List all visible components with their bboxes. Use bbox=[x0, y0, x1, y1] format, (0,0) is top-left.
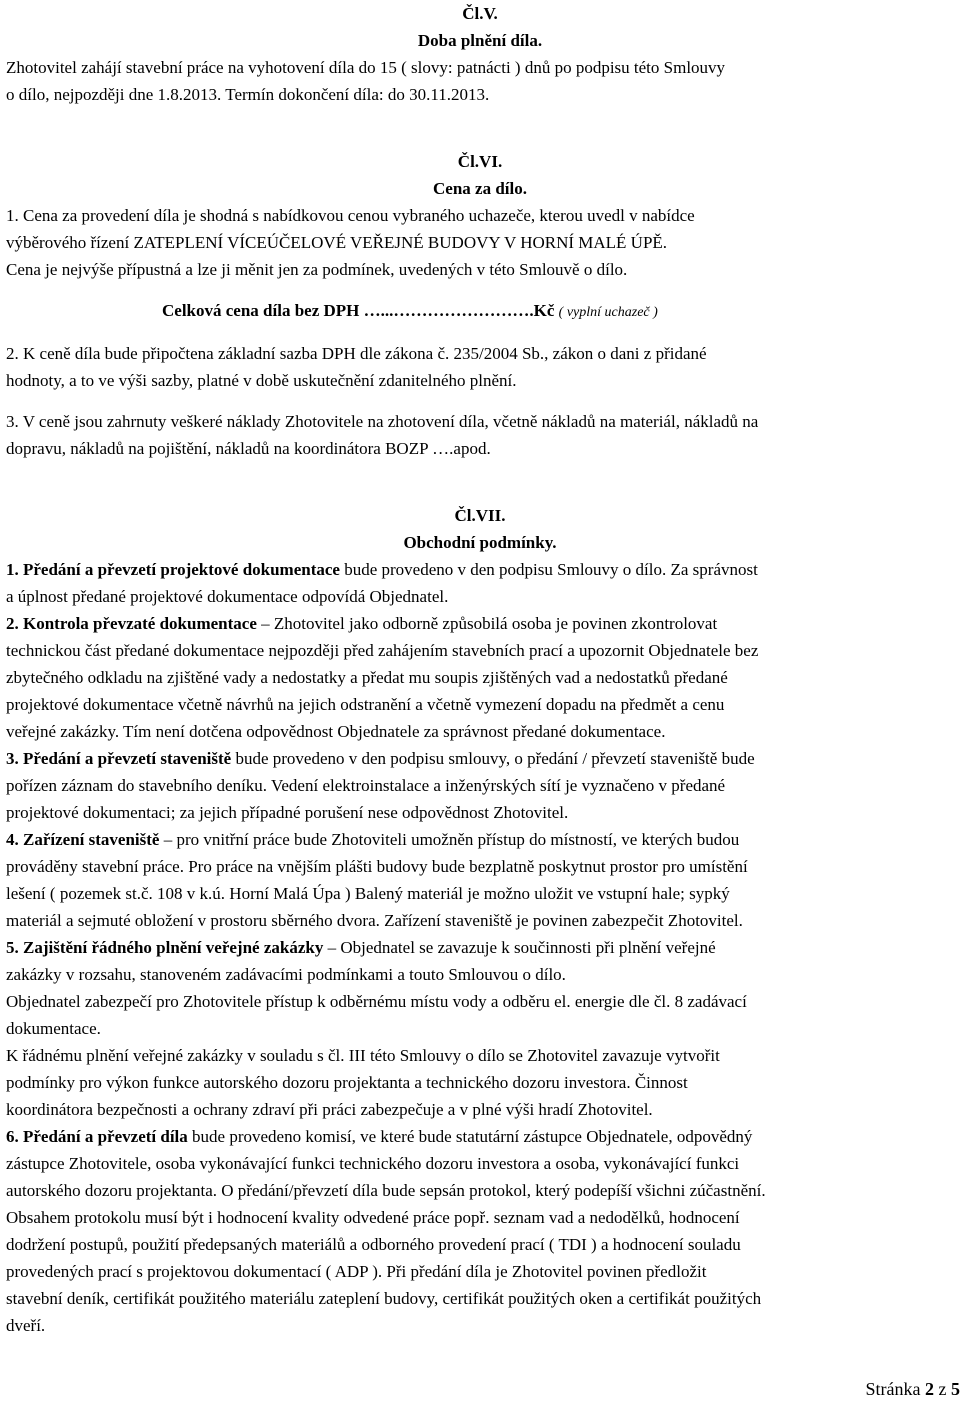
item-text: – Zhotovitel jako odborně způsobilá osoba je povinen zkontrolovat bbox=[256, 614, 718, 633]
article-6-p3-line: 3. V ceně jsou zahrnuty veškeré náklady Zhotovitele na zhotovení díla, včetně nákladů na materiál, nákladů na bbox=[6, 412, 759, 431]
spacer bbox=[6, 108, 954, 148]
article-7-item-line: prováděny stavební práce. Pro práce na vnějším plášti budovy bude bezplatně poskytnut prostor pro umístění bbox=[6, 857, 748, 876]
article-7-item-line: projektové dokumentaci; za jejich případné porušení nese odpovědnost Zhotovitel. bbox=[6, 803, 569, 822]
article-5-line: o dílo, nejpozději dne 1.8.2013. Termín dokončení díla: do 30.11.2013. bbox=[6, 85, 490, 104]
article-7-item-line: veřejné zakázky. Tím není dotčena odpovědnost Objednatele za správnost předané dokumentace. bbox=[6, 722, 666, 741]
article-7-item-line: koordinátora bezpečnosti a ochrany zdraví při práci zabezpečuje a v plné výši hradí Zhotovitel. bbox=[6, 1100, 653, 1119]
article-5-heading: Čl.V. bbox=[462, 4, 498, 23]
footer-total: 5 bbox=[951, 1379, 960, 1399]
article-7-title: Obchodní podmínky. bbox=[403, 533, 557, 552]
page-number-footer bbox=[866, 1376, 960, 1403]
article-7-item-line: zakázky v rozsahu, stanoveném zadávacími podmínkami a touto Smlouvou o dílo. bbox=[6, 965, 566, 984]
article-5-title: Doba plnění díla. bbox=[417, 31, 543, 50]
article-7-item-line: podmínky pro výkon funkce autorského dozoru projektanta a technického dozoru investora. Činnost bbox=[6, 1073, 688, 1092]
article-7-item-line: pořízen záznam do stavebního deníku. Vedení elektroinstalace a inženýrských sítí je vyznačeno v předané bbox=[6, 776, 726, 795]
article-7-item-1 bbox=[6, 556, 954, 583]
article-6-p3-line: dopravu, nákladů na pojištění, nákladů na koordinátora BOZP ….apod. bbox=[6, 439, 491, 458]
article-7-item-line: dokumentace. bbox=[6, 1019, 101, 1038]
article-7-item-line: provedených prací s projektovou dokumentací ( ADP ). Při předání díla je Zhotovitel povinen předložit bbox=[6, 1262, 707, 1281]
article-7-item-line: dveří. bbox=[6, 1316, 46, 1335]
article-7-item-line: materiál a sejmuté obložení v prostoru sběrného dvora. Zařízení staveniště je povinen zabezpečit Zhotovitel. bbox=[6, 911, 743, 930]
article-6-title: Cena za dílo. bbox=[433, 179, 527, 198]
footer-of: z bbox=[938, 1379, 947, 1399]
spacer bbox=[6, 283, 954, 297]
article-7-item-line: Obsahem protokolu musí být i hodnocení kvality odvedené práce popř. seznam vad a nedodělků, hodnocení bbox=[6, 1208, 740, 1227]
article-7-item-3 bbox=[6, 745, 954, 772]
spacer bbox=[6, 394, 954, 408]
article-7-item-line: technickou část předané dokumentace nejpozději před zahájením stavebních prací a upozornit Objednatele bez bbox=[6, 641, 759, 660]
article-7-item-line: autorského dozoru projektanta. O předání/převzetí díla bude sepsán protokol, který podepíší všichni zúčastnění. bbox=[6, 1181, 766, 1200]
item-text: – pro vnitřní práce bude Zhotoviteli umožněn přístup do místností, ve kterých budou bbox=[159, 830, 740, 849]
item-lead: 6. Předání a převzetí díla bbox=[6, 1127, 188, 1146]
item-text: bude provedeno v den podpisu smlouvy, o předání / převzetí staveniště bude bbox=[231, 749, 755, 768]
item-text: bude provedeno komisí, ve které bude statutární zástupce Objednatele, odpovědný bbox=[187, 1127, 753, 1146]
spacer bbox=[6, 462, 954, 502]
article-5-line: Zhotovitel zahájí stavební práce na vyhotovení díla do 15 ( slovy: patnácti ) dnů po podpisu této Smlouvy bbox=[6, 58, 726, 77]
item-lead: 4. Zařízení staveniště bbox=[6, 830, 160, 849]
article-7-item-2 bbox=[6, 610, 954, 637]
article-7-heading: Čl.VII. bbox=[454, 506, 506, 525]
footer-page: 2 bbox=[925, 1379, 934, 1399]
article-7-item-line: a úplnost předané projektové dokumentace odpovídá Objednatel. bbox=[6, 587, 449, 606]
article-7-item-line: stavební deník, certifikát použitého materiálu zateplení budovy, certifikát použitých oken a certifikát použitých bbox=[6, 1289, 762, 1308]
item-text: bude provedeno v den podpisu Smlouvy o dílo. Za správnost bbox=[339, 560, 758, 579]
total-price-label: Celková cena díla bez DPH …...…………………….Kč bbox=[162, 301, 555, 320]
article-7-item-4 bbox=[6, 826, 954, 853]
article-6-heading: Čl.VI. bbox=[457, 152, 503, 171]
item-lead: 3. Předání a převzetí staveniště bbox=[6, 749, 232, 768]
article-7-item-line: Objednatel zabezpečí pro Zhotovitele přístup k odběrnému místu vody a odběru el. energie dle čl. 8 zadávací bbox=[6, 992, 747, 1011]
article-7-item-line: zbytečného odkladu na zjištěné vady a nedostatky a předat mu soupis zjištěných vad a nedostatků předané bbox=[6, 668, 728, 687]
item-text: – Objednatel se zavazuje k součinnosti při plnění veřejné bbox=[323, 938, 716, 957]
article-6-p2-line: 2. K ceně díla bude připočtena základní sazba DPH dle zákona č. 235/2004 Sb., zákon o dani z přidané bbox=[6, 344, 707, 363]
article-7-item-5 bbox=[6, 934, 954, 961]
footer-label: Stránka bbox=[865, 1379, 921, 1399]
spacer bbox=[6, 326, 954, 340]
article-7-item-line: dodržení postupů, použití předepsaných materiálů a odborného provedení prací ( TDI ) a hodnocení souladu bbox=[6, 1235, 741, 1254]
item-lead: 1. Předání a převzetí projektové dokumentace bbox=[6, 560, 340, 579]
total-price-row bbox=[6, 297, 954, 326]
article-7-item-line: zástupce Zhotovitele, osoba vykonávající funkci technického dozoru investora a osoba, vykonávající funkci bbox=[6, 1154, 740, 1173]
total-price-note: ( vyplní uchazeč ) bbox=[558, 305, 658, 320]
article-6-p1-line: Cena je nejvýše přípustná a lze ji měnit jen za podmínek, uvedených v této Smlouvě o dílo. bbox=[6, 260, 628, 279]
article-6-p1-line: výběrového řízení ZATEPLENÍ VÍCEÚČELOVÉ VEŘEJNÉ BUDOVY V HORNÍ MALÉ ÚPĚ. bbox=[6, 233, 668, 252]
article-7-item-line: projektové dokumentace včetně návrhů na jejich odstranění a včetně vymezení dopadu na předmět a cenu bbox=[6, 695, 725, 714]
item-lead: 2. Kontrola převzaté dokumentace bbox=[6, 614, 257, 633]
item-lead: 5. Zajištění řádného plnění veřejné zakázky bbox=[6, 938, 324, 957]
article-7-item-line: K řádnému plnění veřejné zakázky v souladu s čl. III této Smlouvy o dílo se Zhotovitel zavazuje vytvořit bbox=[6, 1046, 720, 1065]
article-6-p2-line: hodnoty, a to ve výši sazby, platné v době uskutečnění zdanitelného plnění. bbox=[6, 371, 517, 390]
article-7-item-line: lešení ( pozemek st.č. 108 v k.ú. Horní Malá Úpa ) Balený materiál je možno uložit ve vstupní hale; sypký bbox=[6, 884, 730, 903]
article-6-p1-line: 1. Cena za provedení díla je shodná s nabídkovou cenou vybraného uchazeče, kterou uvedl v nabídce bbox=[6, 206, 695, 225]
article-7-item-6 bbox=[6, 1123, 954, 1150]
